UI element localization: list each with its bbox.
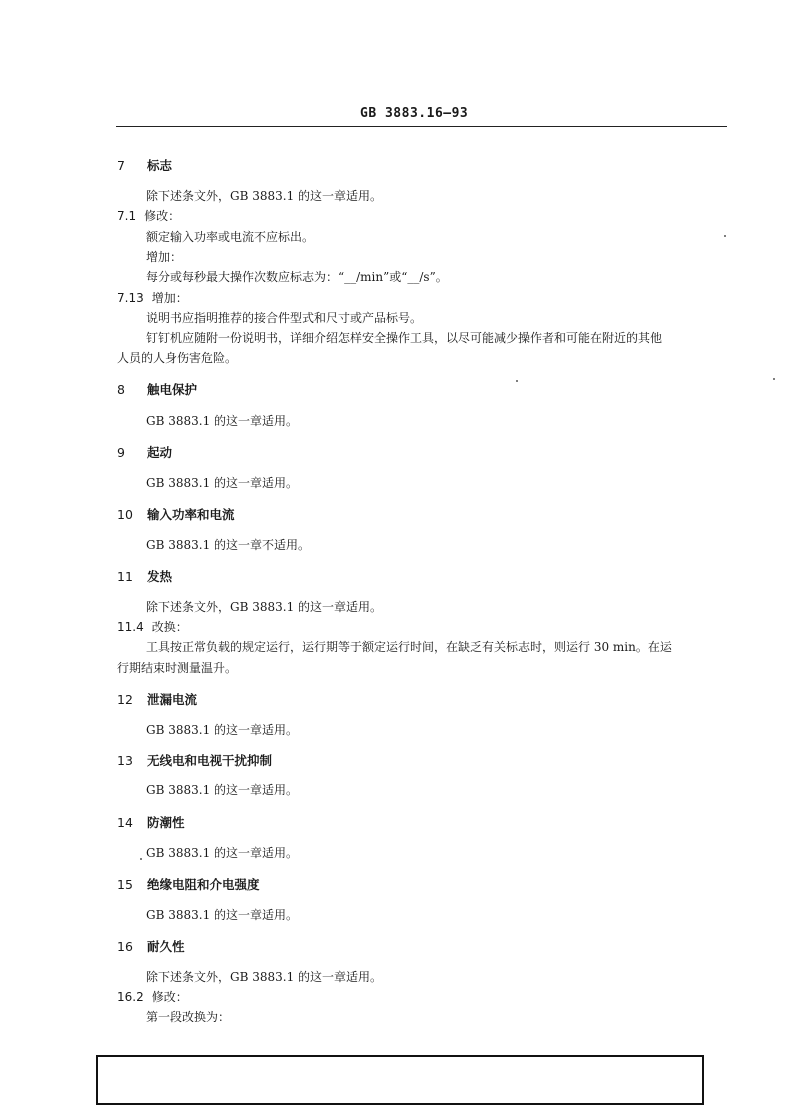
paragraph-line: GB 3883.1 的这一章不适用。 [146,538,311,552]
section-number: 8 [117,382,125,397]
section-number: 14 [117,815,133,830]
paragraph-line: GB 3883.1 的这一章适用。 [146,908,299,922]
paragraph-line: 增加： [146,250,183,264]
paragraph-line: GB 3883.1 的这一章适用。 [146,723,299,737]
section-title: 耐久性 [147,939,185,954]
boxed-text-frame [96,1055,704,1105]
section-heading-14 [117,813,185,831]
section-heading-9 [117,443,172,461]
paragraph-line: GB 3883.1 的这一章适用。 [146,783,299,797]
subsection-heading-7-13 [117,289,188,306]
header-rule [116,126,727,127]
paragraph-line: 除下述条文外，GB 3883.1 的这一章适用。 [146,970,383,984]
paragraph-line: GB 3883.1 的这一章适用。 [146,414,299,428]
subsection-title: 改换： [151,620,188,634]
paragraph-line: 人员的人身伤害危险。 [117,351,238,365]
section-heading-7 [117,156,172,174]
paragraph-line: 额定输入功率或电流不应标出。 [146,230,315,244]
paragraph-line: GB 3883.1 的这一章适用。 [146,476,299,490]
standard-code-header: GB 3883.16—93 [360,106,469,121]
subsection-number: 7.13 [117,291,144,305]
paragraph-line: 说明书应指明推荐的接合件型式和尺寸或产品标号。 [146,311,423,325]
section-title: 标志 [147,158,173,173]
section-number: 9 [117,445,125,460]
section-number: 12 [117,692,133,707]
scan-speck [724,235,726,237]
section-title: 输入功率和电流 [147,507,235,522]
paragraph-line: 除下述条文外，GB 3883.1 的这一章适用。 [146,600,383,614]
section-heading-15 [117,875,260,893]
paragraph-line: 每分或每秒最大操作次数应标志为：“__/min”或“__/s”。 [146,270,448,284]
paragraph-line: 除下述条文外，GB 3883.1 的这一章适用。 [146,189,383,203]
subsection-number: 16.2 [117,990,144,1004]
subsection-title: 修改： [151,990,188,1004]
section-title: 触电保护 [147,382,198,397]
section-title: 防潮性 [147,815,185,830]
scan-speck [516,380,518,382]
section-title: 泄漏电流 [147,692,198,707]
subsection-title: 修改： [144,209,181,223]
section-heading-16 [117,937,185,955]
section-heading-13 [117,751,272,769]
section-heading-8 [117,380,197,398]
section-heading-11 [117,567,172,585]
section-number: 13 [117,753,133,768]
scan-speck [773,378,775,380]
paragraph-line: 第一段改换为： [146,1010,231,1024]
section-title: 起动 [147,445,173,460]
subsection-heading-11-4 [117,618,188,635]
section-number: 16 [117,939,133,954]
section-title: 绝缘电阻和介电强度 [147,877,260,892]
section-number: 7 [117,158,125,173]
subsection-title: 增加： [151,291,188,305]
section-number: 10 [117,507,133,522]
subsection-heading-7-1 [117,207,180,224]
section-title: 无线电和电视干扰抑制 [147,753,273,768]
section-number: 15 [117,877,133,892]
scan-speck [140,858,142,860]
paragraph-line: 工具按正常负载的规定运行，运行期等于额定运行时间，在缺乏有关标志时，则运行 30 min。在运 [146,640,672,654]
paragraph-line: 钉钉机应随附一份说明书，详细介绍怎样安全操作工具，以尽可能减少操作者和可能在附近的其他 [146,331,663,345]
section-heading-10 [117,505,235,523]
subsection-number: 11.4 [117,620,144,634]
section-title: 发热 [147,569,173,584]
section-number: 11 [117,569,133,584]
paragraph-line: 行期结束时测量温升。 [117,661,238,675]
section-heading-12 [117,690,197,708]
paragraph-line: GB 3883.1 的这一章适用。 [146,846,299,860]
subsection-heading-16-2 [117,988,188,1005]
subsection-number: 7.1 [117,209,137,223]
